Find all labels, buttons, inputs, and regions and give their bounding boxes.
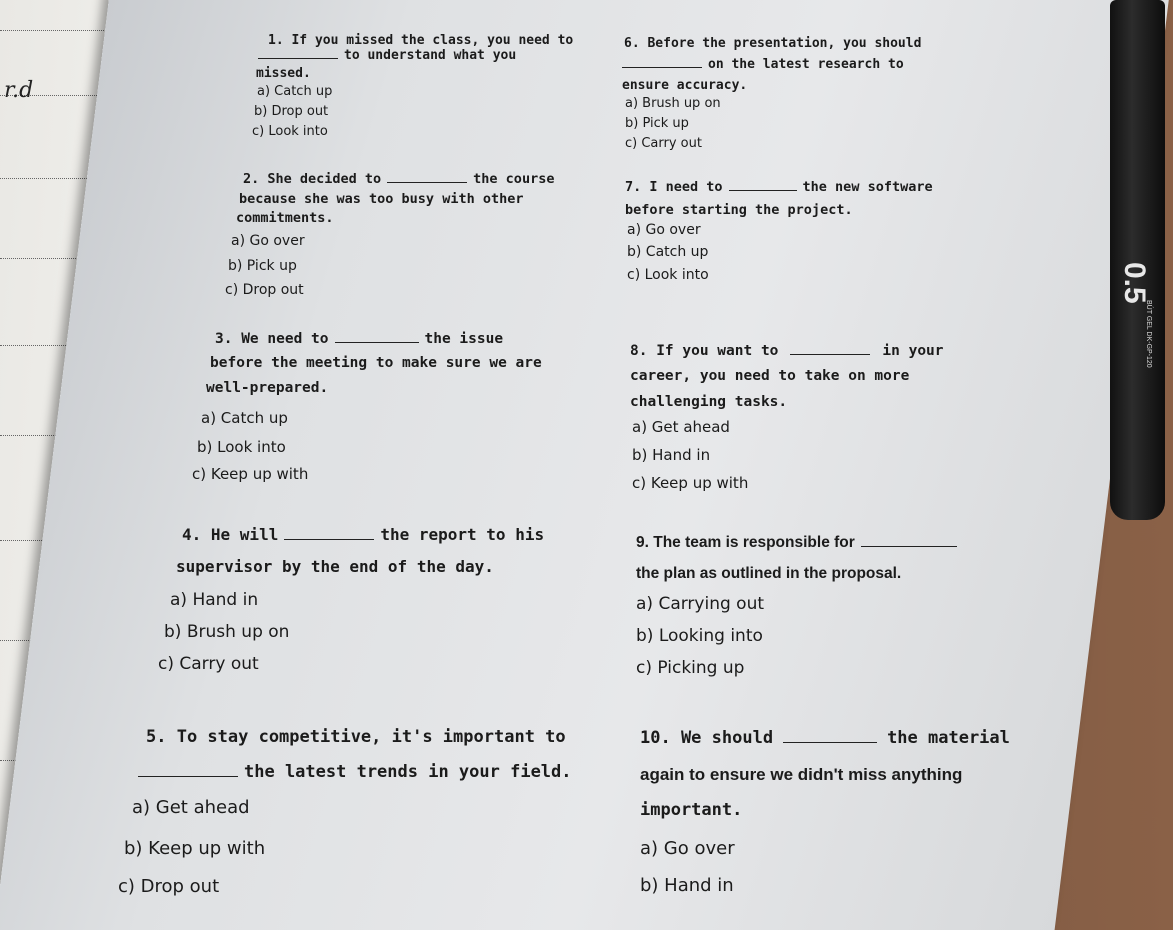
question-7-option-c[interactable]: c) Look into xyxy=(627,267,709,283)
question-7-option-b[interactable]: b) Catch up xyxy=(627,244,709,260)
question-2-line-1: 2. She decided to the course xyxy=(243,171,555,187)
question-1-line-1: 1. If you missed the class, you need to xyxy=(268,33,574,48)
question-7-option-a[interactable]: a) Go over xyxy=(627,222,701,238)
question-9-line-1: 9. The team is responsible for xyxy=(636,534,963,552)
question-4-line-2: supervisor by the end of the day. xyxy=(176,557,494,576)
question-8-line-2: career, you need to take on more xyxy=(630,368,910,384)
question-10-line-1: 10. We should the material xyxy=(640,728,1010,748)
question-6-line-3: ensure accuracy. xyxy=(622,78,748,93)
question-5-option-c[interactable]: c) Drop out xyxy=(118,876,220,897)
question-8-option-b[interactable]: b) Hand in xyxy=(632,446,711,464)
question-8-line-1: 8. If you want to in your xyxy=(630,343,944,359)
question-10-line-2: again to ensure we didn't miss anything xyxy=(640,765,963,784)
pen-brand-label: 0.5 xyxy=(1118,262,1151,304)
gel-pen xyxy=(1110,0,1165,520)
question-1-option-a[interactable]: a) Catch up xyxy=(257,84,333,99)
question-2-option-b[interactable]: b) Pick up xyxy=(228,258,297,274)
question-2-option-c[interactable]: c) Drop out xyxy=(225,282,304,298)
question-4-option-a[interactable]: a) Hand in xyxy=(170,590,259,610)
question-6-line-2: on the latest research to xyxy=(622,57,904,72)
question-3-line-3: well-prepared. xyxy=(206,380,329,396)
question-3-line-1: 3. We need to the issue xyxy=(215,331,504,347)
question-6-line-1: 6. Before the presentation, you should xyxy=(624,36,922,51)
question-2-option-a[interactable]: a) Go over xyxy=(231,233,305,249)
question-1-option-b[interactable]: b) Drop out xyxy=(254,104,329,119)
question-3-option-c[interactable]: c) Keep up with xyxy=(192,465,309,483)
question-5-line-2: the latest trends in your field. xyxy=(138,762,572,782)
question-6-option-a[interactable]: a) Brush up on xyxy=(625,96,721,111)
question-1-line-2: to understand what you xyxy=(258,48,516,63)
question-3-option-a[interactable]: a) Catch up xyxy=(201,409,288,427)
pen-model-label: BÚT GEL DK-GP-120 xyxy=(1145,300,1152,368)
question-4-option-b[interactable]: b) Brush up on xyxy=(164,622,290,642)
question-1-option-c[interactable]: c) Look into xyxy=(252,124,328,139)
question-3-line-2: before the meeting to make sure we are xyxy=(210,355,542,371)
question-5-line-1: 5. To stay competitive, it's important to xyxy=(146,727,566,747)
question-2-line-3: commitments. xyxy=(236,210,334,226)
handwritten-note: r.d xyxy=(4,78,34,103)
question-5-option-a[interactable]: a) Get ahead xyxy=(132,797,250,818)
question-8-line-3: challenging tasks. xyxy=(630,394,788,410)
question-5-option-b[interactable]: b) Keep up with xyxy=(124,838,266,859)
question-4-option-c[interactable]: c) Carry out xyxy=(158,654,259,674)
question-6-option-c[interactable]: c) Carry out xyxy=(625,136,702,151)
question-8-option-c[interactable]: c) Keep up with xyxy=(632,474,749,492)
question-7-line-1: 7. I need to the new software xyxy=(625,179,933,195)
question-6-option-b[interactable]: b) Pick up xyxy=(625,116,689,131)
question-10-option-a[interactable]: a) Go over xyxy=(640,838,735,859)
question-7-line-2: before starting the project. xyxy=(625,202,853,218)
question-9-option-a[interactable]: a) Carrying out xyxy=(636,594,765,614)
question-4-line-1: 4. He will the report to his xyxy=(182,525,545,544)
question-8-option-a[interactable]: a) Get ahead xyxy=(632,418,730,436)
question-10-option-b[interactable]: b) Hand in xyxy=(640,875,734,896)
question-1-line-3: missed. xyxy=(256,66,311,81)
question-9-line-2: the plan as outlined in the proposal. xyxy=(636,565,902,582)
question-3-option-b[interactable]: b) Look into xyxy=(197,438,286,456)
question-10-line-3: important. xyxy=(640,800,743,820)
question-9-option-c[interactable]: c) Picking up xyxy=(636,658,745,678)
question-9-option-b[interactable]: b) Looking into xyxy=(636,626,763,646)
question-2-line-2: because she was too busy with other xyxy=(239,191,524,207)
